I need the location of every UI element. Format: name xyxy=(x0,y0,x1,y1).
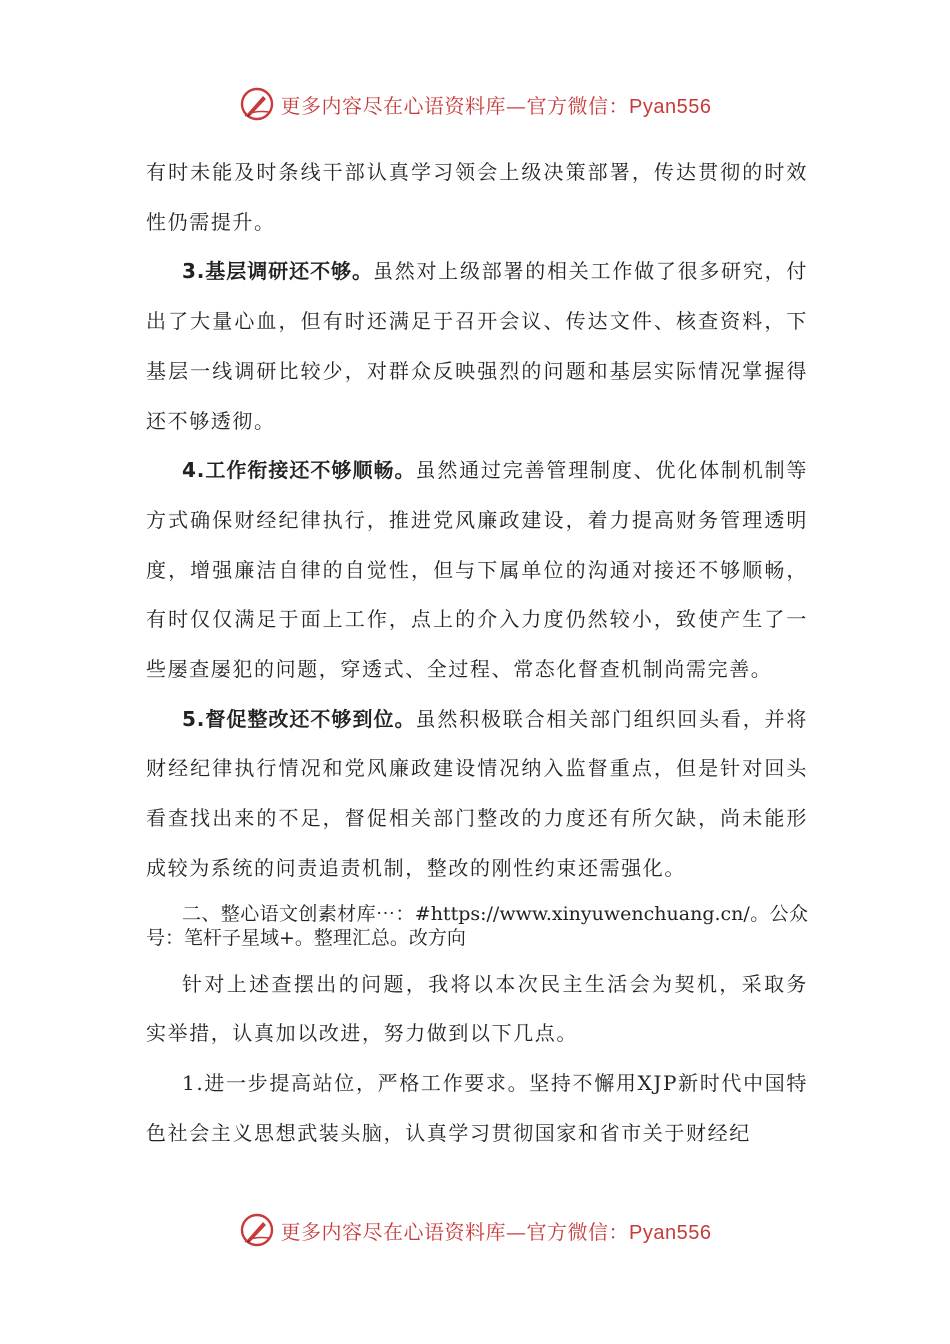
pen-logo-icon xyxy=(239,86,275,122)
section-2-intro: 针对上述查摆出的问题，我将以本次民主生活会为契机，采取务实举措，认真加以改进，努力做到以下几点。 xyxy=(146,971,808,1046)
watermark-banner-top xyxy=(0,82,950,126)
item-5-title: 5.督促整改还不够到位。 xyxy=(182,706,416,731)
paragraph-continuation: 有时未能及时条线干部认真学习领会上级决策部署，传达贯彻的时效性仍需提升。 xyxy=(146,160,808,234)
paragraph-item-3 xyxy=(146,247,808,446)
watermark-text: 更多内容尽在心语资料库—官方微信：Pyan556 xyxy=(280,93,712,118)
paragraph-item-4 xyxy=(146,446,808,695)
item-5-text: 虽然积极联合相关部门组织回头看，并将财经纪律执行情况和党风廉政建设情况纳入监督重点，但是针对回头看查找出来的不足，督促相关部门整改的力度还有所欠缺，尚未能形成较为系统的问责追责机制，整改的刚性约束还需强化。 xyxy=(146,706,808,880)
watermark-banner-bottom xyxy=(0,1208,950,1252)
paragraph-item-5 xyxy=(146,695,808,894)
item-3-text: 虽然对上级部署的相关工作做了很多研究，付出了大量心血，但有时还满足于召开会议、传达文件、核查资料，下基层一线调研比较少，对群众反映强烈的问题和基层实际情况掌握得还不够透彻。 xyxy=(146,259,809,433)
watermark-text: 更多内容尽在心语资料库—官方微信：Pyan556 xyxy=(280,1219,712,1244)
item-3-title: 3.基层调研还不够。 xyxy=(182,259,373,284)
wechat-id: Pyan556 xyxy=(629,95,712,118)
item-4-text: 虽然通过完善管理制度、优化体制机制等方式确保财经纪律执行，推进党风廉政建设，着力提高财务管理透明度，增强廉洁自律的自觉性，但与下属单位的沟通对接还不够顺畅， 有时仅仅满足于面上工作，点上的介入力度仍然较小，致使产生了一些屡查屡犯的问题，穿透式、全过程、常态化督查机制尚需完善。 xyxy=(146,458,808,682)
point-1: 1.进一步提高站位，严格工作要求。坚持不懈用XJP新时代中国特色社会主义思想武装头脑，认真学习贯彻国家和省市关于财经纪 xyxy=(146,1070,808,1145)
document-body xyxy=(146,148,808,1158)
section-2-heading: 二、整心语文创素材库⋯：#https://www.xinyuwenchuang.cn/。公众号：笔杆子星域+。整理汇总。改方向 xyxy=(146,902,808,949)
item-4-title: 4.工作衔接还不够顺畅。 xyxy=(182,458,416,483)
wechat-id: Pyan556 xyxy=(629,1221,712,1244)
pen-logo-icon xyxy=(239,1212,275,1248)
